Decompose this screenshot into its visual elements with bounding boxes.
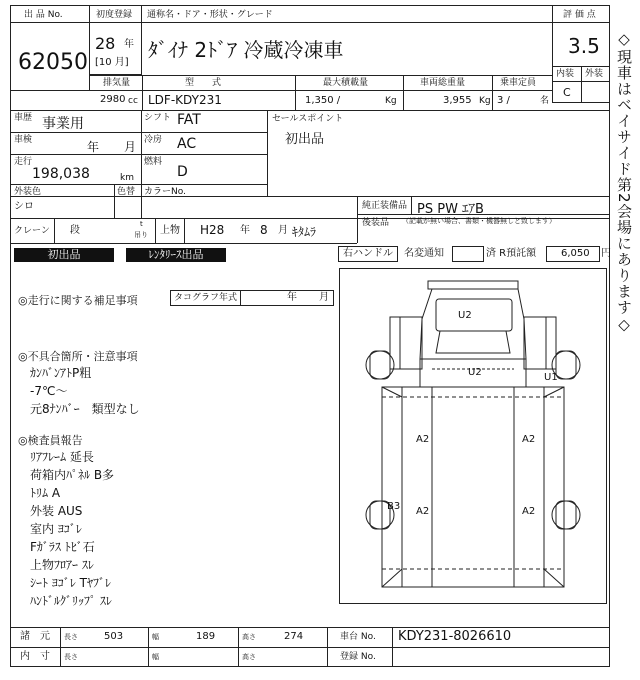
crane-label: クレーン (14, 226, 50, 236)
rental-badge: ﾚﾝﾀﾘｰｽ出品 (126, 248, 226, 262)
interior-dims-label: 内 寸 (20, 651, 50, 662)
mileage-unit: km (120, 173, 134, 183)
mark-left-front: A2 (416, 434, 430, 445)
defects-title: ◎不具合箇所・注意事項 (18, 350, 138, 363)
inspection-year-unit: 年 (87, 140, 100, 154)
registration-label: 登録 No. (340, 652, 376, 662)
length: 503 (104, 631, 124, 642)
capacity-unit: 名 (540, 96, 550, 106)
aftermarket-label: 後装品 (362, 218, 390, 228)
max-load-unit: Kg (385, 96, 397, 106)
crane-lift-unit: 吊り (134, 231, 148, 239)
width-label: 幅 (152, 633, 159, 641)
exterior-color-label: 外装色 (14, 187, 42, 197)
displacement-unit: cc (128, 96, 138, 106)
model-name: ﾀﾞｲﾅ 2ﾄﾞｱ 冷蔵冷凍車 (148, 38, 344, 62)
length-label: 長さ (64, 633, 78, 641)
upper-body-month: 8 (260, 223, 268, 237)
name-change-box (452, 246, 484, 262)
gross-weight-unit: Kg (479, 96, 491, 106)
inspection-label: 車検 (14, 135, 33, 145)
inspector-line: ｼｰﾄ ﾖｺﾞﾚ Tﾔﾌﾞﾚ (30, 576, 111, 590)
exterior-color: シロ (14, 201, 34, 212)
inspector-title: ◎検査員報告 (18, 434, 83, 447)
interior-grade-label: 内装 (556, 69, 575, 79)
tacho-year-unit: 年 (287, 292, 297, 303)
grade-score: 3.5 (568, 34, 600, 58)
mark-rear-wheel: B3 (387, 501, 401, 512)
capacity-label: 乗車定員 (500, 78, 537, 88)
tax-label: 済 R預託額 (486, 248, 537, 259)
model-code-label: 型 式 (185, 78, 222, 88)
height-label: 高さ (242, 633, 256, 641)
height: 274 (284, 631, 304, 642)
driving-notes-title: ◎走行に関する補足事項 (18, 294, 138, 307)
inspector-line: ﾄﾘﾑ A (30, 486, 61, 500)
length-label: 長さ (64, 653, 78, 661)
upper-body-month-unit: 月 (278, 225, 288, 236)
inspector-line: ﾘｱﾌﾚｰﾑ 延長 (30, 450, 94, 464)
fuel: D (177, 164, 188, 180)
mark-door: U1 (544, 372, 558, 383)
exterior-grade-label: 外装 (585, 69, 604, 79)
mark-roof: U2 (458, 310, 472, 321)
lot-number-label: 出 品 No. (24, 10, 63, 20)
name-change-label: 名変通知 (404, 248, 444, 259)
width: 189 (196, 631, 216, 642)
capacity: 3 / (497, 95, 510, 106)
side-banner: ◇現車はベイサイド第2会場にあります◇ (615, 30, 633, 335)
defect-line: ｶﾝﾊﾞﾝｱﾄP粗 (30, 366, 92, 380)
sales-point: 初出品 (285, 132, 325, 147)
color-no-label: カラーNo. (144, 187, 186, 197)
height-label: 高さ (242, 653, 256, 661)
upper-body-maker: ｷﾀﾑﾗ (292, 225, 317, 239)
mark-right-rear: A2 (522, 506, 536, 517)
shift-label: シフト (144, 113, 172, 123)
grade-label: 評 価 点 (563, 10, 596, 20)
dims-label: 諸 元 (20, 631, 50, 642)
tax-amount: 6,050 (561, 248, 590, 259)
sales-point-label: セールスポイント (272, 114, 344, 124)
shift: FAT (177, 112, 201, 128)
first-listing-badge: 初出品 (14, 248, 114, 262)
vehicle-diagram (339, 268, 607, 604)
defect-line: 元8ﾅﾝﾊﾞｰ 類型なし (30, 402, 140, 416)
inspector-line: 荷箱内ﾊﾟﾈﾙ B多 (30, 468, 115, 482)
mileage-label: 走行 (14, 157, 33, 167)
width-label: 幅 (152, 653, 159, 661)
crane-ton-unit: t (140, 220, 143, 228)
displacement-label: 排気量 (103, 78, 131, 88)
truck-outline (340, 269, 606, 603)
model-code: LDF-KDY231 (148, 93, 222, 107)
first-registration-label: 初度登録 (96, 10, 133, 20)
fuel-label: 燃料 (144, 157, 163, 167)
mark-cabin: U2 (468, 367, 482, 378)
history-label: 車歴 (14, 113, 33, 123)
inspector-line: ﾊﾝﾄﾞﾙｸﾞﾘｯﾌﾟ ｽﾚ (30, 594, 112, 608)
tachograph-label: タコグラフ年式 (174, 293, 238, 303)
tacho-month-unit: 月 (319, 292, 329, 303)
inspector-line: 室内 ﾖｺﾞﾚ (30, 522, 82, 536)
inspector-line: 外装 AUS (30, 504, 83, 518)
tax-unit: 円 (601, 248, 611, 259)
year-unit: 年 (124, 39, 134, 50)
mileage: 198,038 (32, 166, 90, 182)
displacement: 2980 (100, 94, 126, 105)
max-load: 1,350 / (305, 95, 341, 106)
max-load-label: 最大積載量 (323, 78, 369, 88)
first-registration-year: 28 (95, 34, 116, 53)
chassis-label: 車台 No. (340, 632, 376, 642)
color-change-label: 色替 (117, 187, 136, 197)
history: 事業用 (42, 116, 84, 132)
aftermarket-note: （記載が無い場合、書類・機器無しと致します） (402, 217, 556, 225)
inspector-line: 上物ﾌﾛｱｰ ｽﾚ (30, 558, 94, 572)
gross-weight-label: 車両総重量 (420, 78, 466, 88)
model-name-label: 通称名・ドア・形状・グレード (147, 10, 273, 20)
inspection-month-unit: 月 (124, 140, 137, 154)
equipment: PS PW ｴｱB (417, 202, 484, 217)
crane-stage-unit: 段 (70, 225, 80, 236)
mark-left-rear: A2 (416, 506, 430, 517)
ac-label: 冷房 (144, 135, 163, 145)
first-registration-month: [10 月] (95, 57, 129, 68)
steering: 右ハンドル (343, 248, 393, 259)
interior-grade: C (563, 86, 571, 99)
gross-weight: 3,955 (443, 95, 472, 106)
upper-body-label: 上物 (160, 225, 180, 236)
upper-body-year-unit: 年 (240, 225, 250, 236)
mark-right-front: A2 (522, 434, 536, 445)
inspector-line: Fｶﾞﾗｽ ﾄﾋﾞ石 (30, 540, 95, 554)
ac: AC (177, 136, 197, 152)
defect-line: -7℃〜 (30, 384, 68, 398)
lot-number: 62050 (18, 50, 88, 75)
upper-body-year: H28 (200, 223, 225, 237)
chassis-number: KDY231-8026610 (398, 629, 512, 644)
equipment-label: 純正装備品 (362, 201, 408, 211)
